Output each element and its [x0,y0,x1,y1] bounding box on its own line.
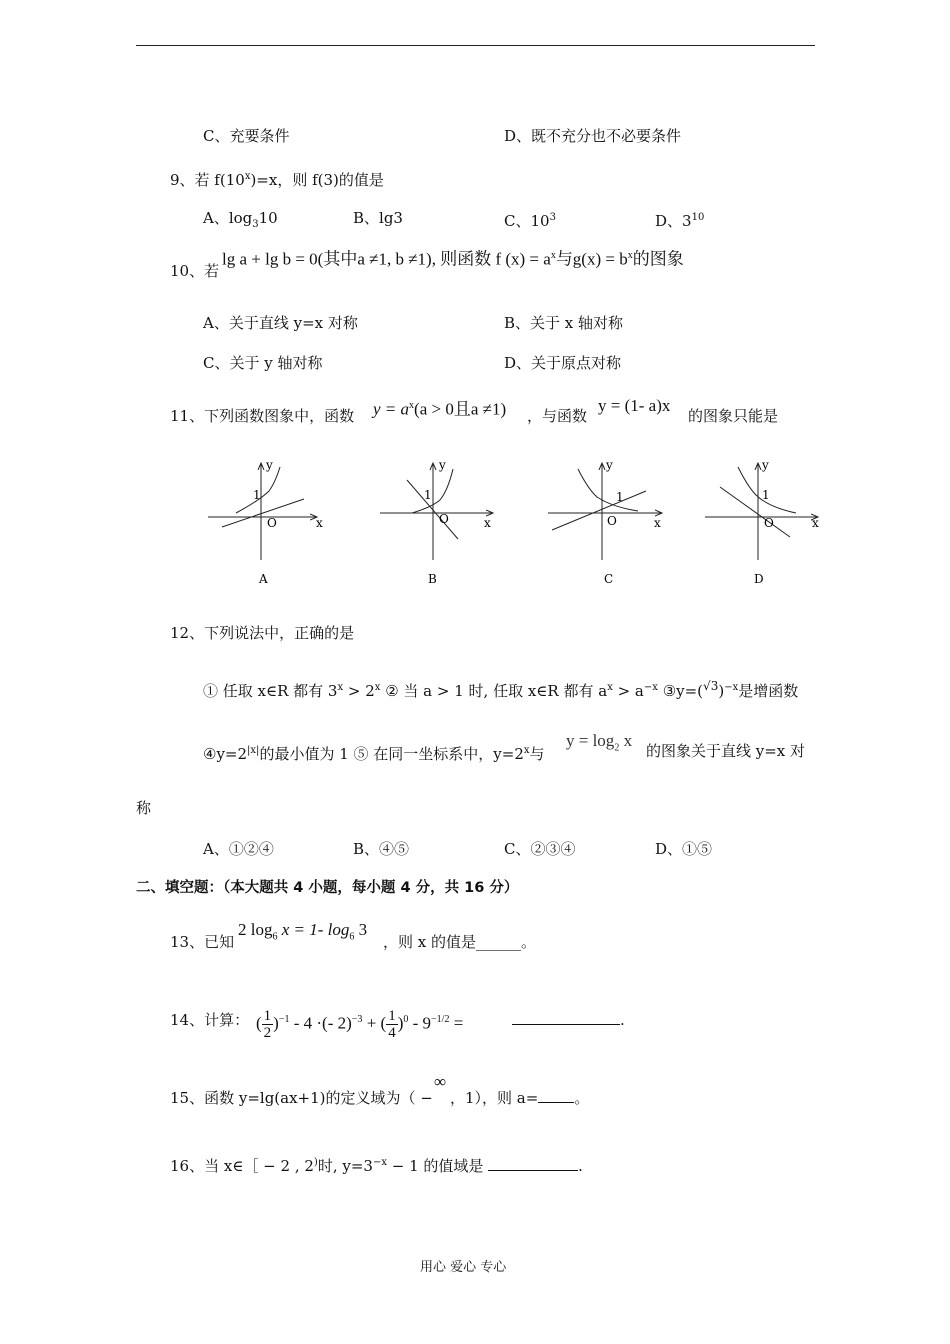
q10-condition: lg a + lg b = 0(其中a ≠1, b ≠1), 则函数 f $(x) = a^x$与$g(x) = b^x$的图象 [222,249,684,269]
q12-option-c: C、②③④ [504,840,576,858]
q13-suffix: ，则 x 的值是______。 [383,933,536,951]
q11-graphs [200,455,840,590]
graph-a-one: 1 [253,488,261,502]
q13-prefix: 13、已知 [170,933,235,951]
q10-prefix: 10、若 [170,262,220,280]
q8-option-c: C、充要条件 [203,127,290,145]
q12-stem: 12、下列说法中，正确的是 [170,624,355,642]
q16-stem: 16、当 x∈［ − 2 , 2)时, $y=3^{-x} - 1$ 的值域是 . [170,1157,583,1175]
graph-a[interactable] [208,458,323,586]
graph-d-origin: O [764,516,774,530]
graph-b-origin: O [439,512,449,526]
q11-func1: $y = a^x(a > 0$且a ≠1) [373,399,507,419]
graph-c[interactable] [548,458,662,586]
footer-motto: 用心 爱心 专心 [420,1260,507,1275]
q11-func2: y = (1- a)x [598,396,671,415]
q12-option-d: D、①⑤ [655,840,713,858]
graph-a-origin: O [267,516,277,530]
q11-suffix: 的图象只能是 [688,407,779,425]
q10-option-a: A、关于直线 y=x 对称 [203,314,358,332]
graph-c-origin: O [607,514,617,528]
graph-b[interactable] [380,458,493,586]
q9-option-c: C、$10^3$ [504,212,556,230]
q12-statement5: 的图象关于直线 y=x 对 [646,742,806,760]
graph-d-one: 1 [762,488,770,502]
graph-c-y-label: y [606,458,613,472]
q14-answer-blank[interactable]: . [512,1010,625,1030]
graph-c-label: C [604,572,614,586]
graph-b-y-label: y [439,458,446,472]
q12-wrap: 称 [136,799,152,817]
q10-option-c: C、关于 y 轴对称 [203,354,323,372]
q10-option-d: D、关于原点对称 [504,354,622,372]
q15-suffix: ，1），则 a= 。 [450,1089,590,1107]
graph-a-label: A [259,572,268,586]
q12-option-b: B、④⑤ [353,840,410,858]
header-rule [136,45,815,46]
q11-stem: 11、下列函数图象中，函数 [170,407,355,425]
graph-a-x-label: x [316,516,323,530]
q11-mid: ，与函数 [527,407,588,425]
graph-b-x-label: x [484,516,491,530]
q13-expr: 2 $\log_6 x = 1-$ $\log_6 3$ [238,920,368,943]
q15-prefix: 15、函数 y=lg(ax+1)的定义域为（ − [170,1089,433,1107]
graph-d-x-label: x [812,516,819,530]
graph-d-label: D [754,572,764,586]
q9-stem: 9、若 $f(10^x)=x$，则 f(3)的值是 [170,171,384,189]
graph-d-y-label: y [762,458,769,472]
graph-c-x-label: x [654,516,661,530]
section-2-heading: 二、填空题：（本大题共 4 小题，每小题 4 分，共 16 分） [136,880,519,896]
q10-option-b: B、关于 x 轴对称 [504,314,624,332]
graph-c-one: 1 [616,490,624,504]
q14-prefix: 14、计算： [170,1011,250,1029]
q9-option-a: A、$\log_310$ [203,209,278,230]
q9-option-b: B、lg3 [353,209,403,227]
graph-a-y-label: y [266,458,273,472]
q12-option-a: A、①②④ [203,840,274,858]
q12-statements-line1: ① 任取 x∈R 都有 $3^x > 2^x$ ② 当 a > 1 时, 任取 x∈R 都有 $a^x > a^{-x}$ $③y=(^{√3})^{-x}$是增函数 [203,679,799,700]
graph-b-label: B [428,572,437,586]
q14-expr: ( $\frac{1}{2}$ )$^{-1}$ - 4 ·(- 2)$^{-3}$ + ( $\frac{1}{4}$ )$^0 - 9^{-1/2}$ = [256,1008,464,1042]
q15-answer-blank[interactable] [538,1088,574,1103]
q15-infinity: ∞ [434,1072,447,1091]
q12-log-expr: $y = \log_2 x$ [566,731,633,754]
q9-option-d: D、$3^{10}$ [655,212,705,230]
graph-b-one: 1 [424,488,432,502]
graph-d[interactable] [705,458,819,586]
q8-option-d: D、既不充分也不必要条件 [504,127,682,145]
q12-statements-line2: $④y=2^{|x|}$的最小值为 1 ⑤ 在同一坐标系中，$y=2^x$与 [203,745,545,763]
q16-answer-blank[interactable] [488,1156,578,1171]
